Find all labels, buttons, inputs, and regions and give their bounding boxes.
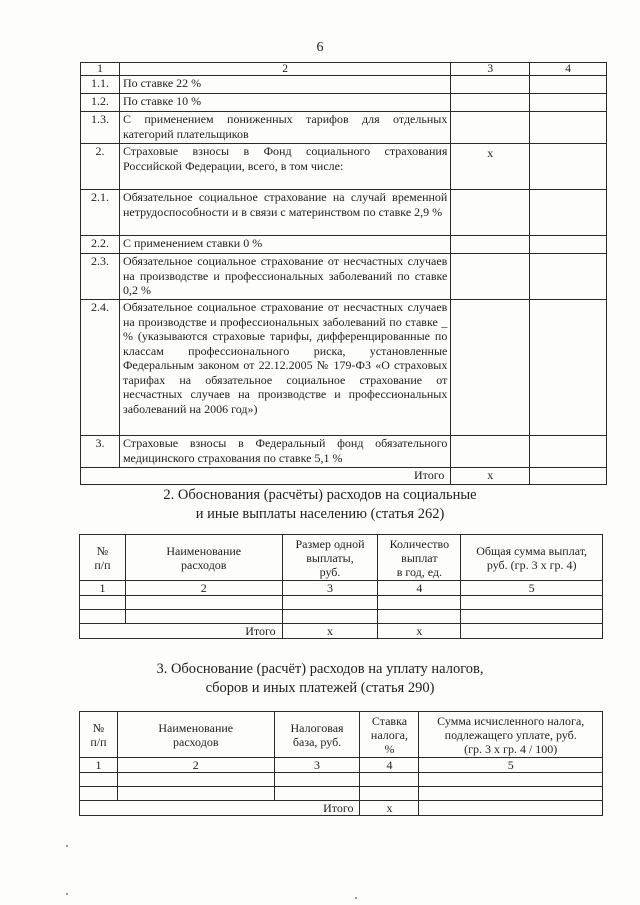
header-cell-number [80,712,118,758]
table-row [80,773,603,787]
scan-speck [355,897,357,899]
header-line: выплаты, [306,550,354,565]
row-col3 [451,94,530,112]
empty-cell [80,596,126,610]
row-number: 2. [81,144,120,190]
table-row [81,112,607,144]
total-col4: х [378,624,461,639]
row-text: С применением ставки 0 % [119,236,450,254]
total-row [80,801,603,816]
header-line: расходов [173,734,219,749]
header-cell: 4 [530,63,607,76]
total-label: Итого [81,468,451,485]
empty-cell [378,596,461,610]
empty-cell [282,596,378,610]
row-text: По ставке 22 % [119,76,450,94]
column-number-row [80,581,603,596]
scan-speck [66,845,68,847]
table-row [81,144,607,190]
row-number: 3. [81,436,120,468]
column-number: 1 [80,581,126,596]
table-row [80,596,603,610]
row-text: Страховые взносы в Фонд социального страхования Российской Федерации, всего, в том числе: [119,144,450,190]
header-line: № [96,543,109,558]
row-text: Страховые взносы в Федеральный фонд обязательного медицинского страхования по ставке 5,1 % [119,436,450,468]
header-line: Ставка [371,713,408,728]
empty-cell [419,773,603,787]
header-line: (гр. 3 х гр. 4 / 100) [464,741,558,756]
row-col4 [530,436,607,468]
empty-cell [80,610,126,624]
insurance-contributions-table [80,62,607,485]
total-col3: х [451,468,530,485]
row-col3 [451,236,530,254]
row-number: 1.2. [81,94,120,112]
header-line: Общая сумма выплат, [476,543,588,558]
table-row [81,436,607,468]
section2-title-line1: 2. Обоснования (расчёты) расходов на социальные [163,487,477,503]
header-line: Количество [389,536,450,551]
total-col3: х [282,624,378,639]
column-number: 5 [461,581,603,596]
header-line: база, руб. [292,734,342,749]
column-number: 5 [419,758,603,773]
row-col4 [530,76,607,94]
row-col4 [530,300,607,436]
row-number: 2.2. [81,236,120,254]
row-col4 [530,94,607,112]
empty-cell [274,773,360,787]
header-line: % [384,741,395,756]
total-row [81,468,607,485]
row-number: 2.3. [81,254,120,300]
column-number: 2 [125,581,282,596]
column-number: 1 [80,758,118,773]
page-number: 6 [316,40,324,55]
row-text: По ставке 10 % [119,94,450,112]
row-col3 [451,190,530,236]
column-number: 3 [282,581,378,596]
row-col4 [530,112,607,144]
header-cell-name [117,712,274,758]
header-line: Наименование [158,720,234,735]
empty-cell [360,773,419,787]
header-line: Налоговая [290,720,344,735]
empty-cell [80,787,118,801]
scan-speck [66,893,68,895]
table-row [81,254,607,300]
total-row [80,624,603,639]
table-row [81,94,607,112]
table-row [80,610,603,624]
header-line: п/п [94,557,111,572]
header-line: налога, [370,727,408,742]
empty-cell [360,787,419,801]
header-line: подлежащего уплате, руб. [444,727,577,742]
header-cell: 1 [81,63,120,76]
header-cell-payment-size [282,535,378,581]
header-line: Наименование [166,543,242,558]
section3-title-line1: 3. Обоснование (расчёт) расходов на уплату налогов, [156,661,484,677]
header-cell: 2 [119,63,450,76]
total-col5 [419,801,603,816]
row-number: 1.3. [81,112,120,144]
table-row [81,300,607,436]
header-cell-total-sum [461,535,603,581]
table-row [81,190,607,236]
row-number: 1.1. [81,76,120,94]
empty-cell [125,610,282,624]
column-number: 4 [378,581,461,596]
column-number-row [80,758,603,773]
header-cell-tax-sum [419,712,603,758]
column-number: 2 [117,758,274,773]
empty-cell [282,610,378,624]
total-col4 [530,468,607,485]
taxes-table [79,711,603,816]
header-line: выплат [401,550,438,565]
total-label: Итого [80,801,360,816]
row-text: Обязательное социальное страхование от несчастных случаев на производстве и профессиональных заболеваний по ставке 0,2 % [119,254,450,300]
header-cell: 3 [451,63,530,76]
header-line: руб. [319,564,341,579]
row-col3 [451,254,530,300]
row-text: Обязательное социальное страхование от несчастных случаев на производстве и профессиональных заболеваний по ставке _ % (указываются страховые тарифы, дифференцированные по классам профессионального риска, установленные Федеральным законом от 22.12.2005 № 179-ФЗ «О страховых тарифах на обязательное социальное страхование от несчастных случаев на производстве и профессиональных заболеваний на 2006 год») [119,300,450,436]
row-col3 [451,436,530,468]
row-col3 [451,76,530,94]
header-line: п/п [90,734,107,749]
row-col3 [451,300,530,436]
empty-cell [117,773,274,787]
header-cell-name [125,535,282,581]
row-col3 [451,112,530,144]
empty-cell [378,610,461,624]
header-line: № [92,720,105,735]
empty-cell [80,773,118,787]
row-col4 [530,236,607,254]
social-payments-table [79,534,603,639]
section2-title [0,486,640,524]
total-col5 [461,624,603,639]
table-header-row [80,535,603,581]
section2-title-line2: и иные выплаты населению (статья 262) [195,506,445,522]
column-number: 3 [274,758,360,773]
row-number: 2.1. [81,190,120,236]
table-header-row [80,712,603,758]
header-line: расходов [181,557,227,572]
row-text: Обязательное социальное страхование на случай временной нетрудоспособности и в связи с материнством по ставке 2,9 % [119,190,450,236]
empty-cell [419,787,603,801]
empty-cell [461,610,603,624]
header-line: руб. (гр. 3 х гр. 4) [486,557,577,572]
header-line: Размер одной [295,536,365,551]
empty-cell [125,596,282,610]
table-row [81,236,607,254]
row-number: 2.4. [81,300,120,436]
row-col3: х [451,144,530,190]
header-cell-tax-rate [360,712,419,758]
header-cell-number [80,535,126,581]
empty-cell [461,596,603,610]
row-col4 [530,144,607,190]
header-cell-tax-base [274,712,360,758]
table-header-row [81,63,607,76]
header-cell-payment-count [378,535,461,581]
total-col4: х [360,801,419,816]
row-text: С применением пониженных тарифов для отдельных категорий плательщиков [119,112,450,144]
section3-title-line2: сборов и иных платежей (статья 290) [205,680,435,696]
header-line: Сумма исчисленного налога, [437,713,585,728]
total-label: Итого [80,624,283,639]
column-number: 4 [360,758,419,773]
row-col4 [530,254,607,300]
table-row [81,76,607,94]
row-col4 [530,190,607,236]
empty-cell [274,787,360,801]
empty-cell [117,787,274,801]
table-row [80,787,603,801]
section3-title [0,660,640,698]
header-line: в год, ед. [396,564,443,579]
